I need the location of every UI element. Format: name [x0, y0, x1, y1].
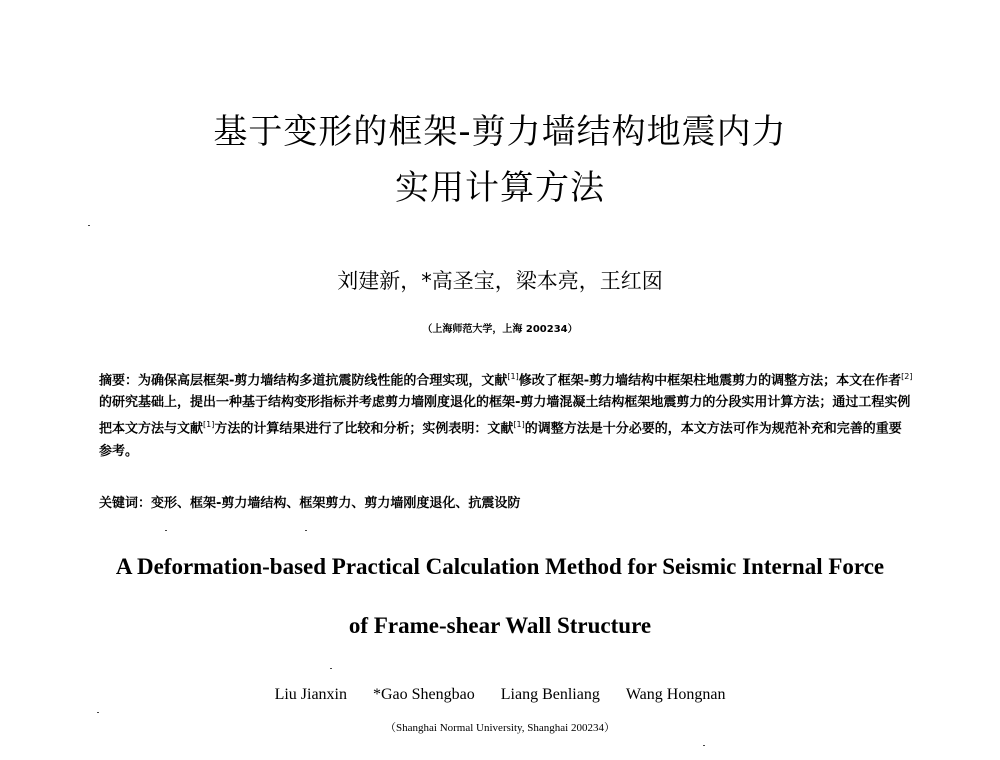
scan-speck	[97, 712, 99, 713]
abstract-text-2: 修改了框架-剪力墙结构中框架柱地震剪力的调整方法；本文在作者	[518, 373, 902, 389]
scan-speck	[305, 530, 307, 531]
author-name: Liang Benliang	[500, 686, 600, 703]
abstract-text-5: 的调整方法是十分必要的，本文方法可作为规范补充和完善的重要参考。	[99, 421, 902, 459]
chinese-title-line-2: 实用计算方法	[395, 168, 605, 208]
author-name: *Gao Shengbao	[373, 686, 475, 703]
abstract-text-3: 的研究基础上，提出一种基于结构变形指标并考虑剪力墙刚度退化的框架-剪力墙混凝土结构框架地震剪力的分段实用计算方法；通过工程实例把本文方法与文献	[99, 395, 911, 437]
chinese-abstract	[99, 366, 914, 463]
keywords-label: 关键词：	[99, 496, 152, 511]
scan-speck	[330, 668, 332, 669]
abstract-text-4: 方法的计算结果进行了比较和分析；实例表明：文献	[214, 421, 514, 437]
english-affiliation: （Shanghai Normal University, Shanghai 200234）	[385, 722, 615, 734]
chinese-title-line-1: 基于变形的框架-剪力墙结构地震内力	[213, 112, 787, 152]
chinese-keywords	[99, 492, 914, 511]
scan-speck	[703, 745, 705, 746]
abstract-text-1: 为确保高层框架-剪力墙结构多道抗震防线性能的合理实现，文献	[138, 373, 508, 389]
english-authors	[0, 686, 1000, 704]
keywords-text: 变形、框架-剪力墙结构、框架剪力、剪力墙刚度退化、抗震设防	[151, 496, 521, 511]
chinese-title	[0, 104, 1000, 216]
abstract-label: 摘要：	[99, 373, 139, 389]
scan-speck	[165, 530, 167, 531]
citation-ref: [2]	[901, 372, 913, 381]
english-title-line-1: A Deformation-based Practical Calculation Method for Seismic Internal Force	[115, 554, 885, 579]
citation-ref: [1]	[513, 420, 525, 430]
author-name: Liu Jianxin	[274, 686, 347, 703]
chinese-authors: 刘建新，*高圣宝，梁本亮，王红囡	[337, 269, 663, 293]
english-title-line-2: of Frame-shear Wall Structure	[348, 613, 652, 638]
scan-speck	[88, 225, 90, 226]
citation-ref: [1]	[203, 420, 215, 430]
author-name: Wang Hongnan	[625, 686, 726, 703]
chinese-affiliation: （上海师范大学，上海 200234）	[422, 324, 578, 335]
citation-ref: [1]	[507, 372, 519, 381]
